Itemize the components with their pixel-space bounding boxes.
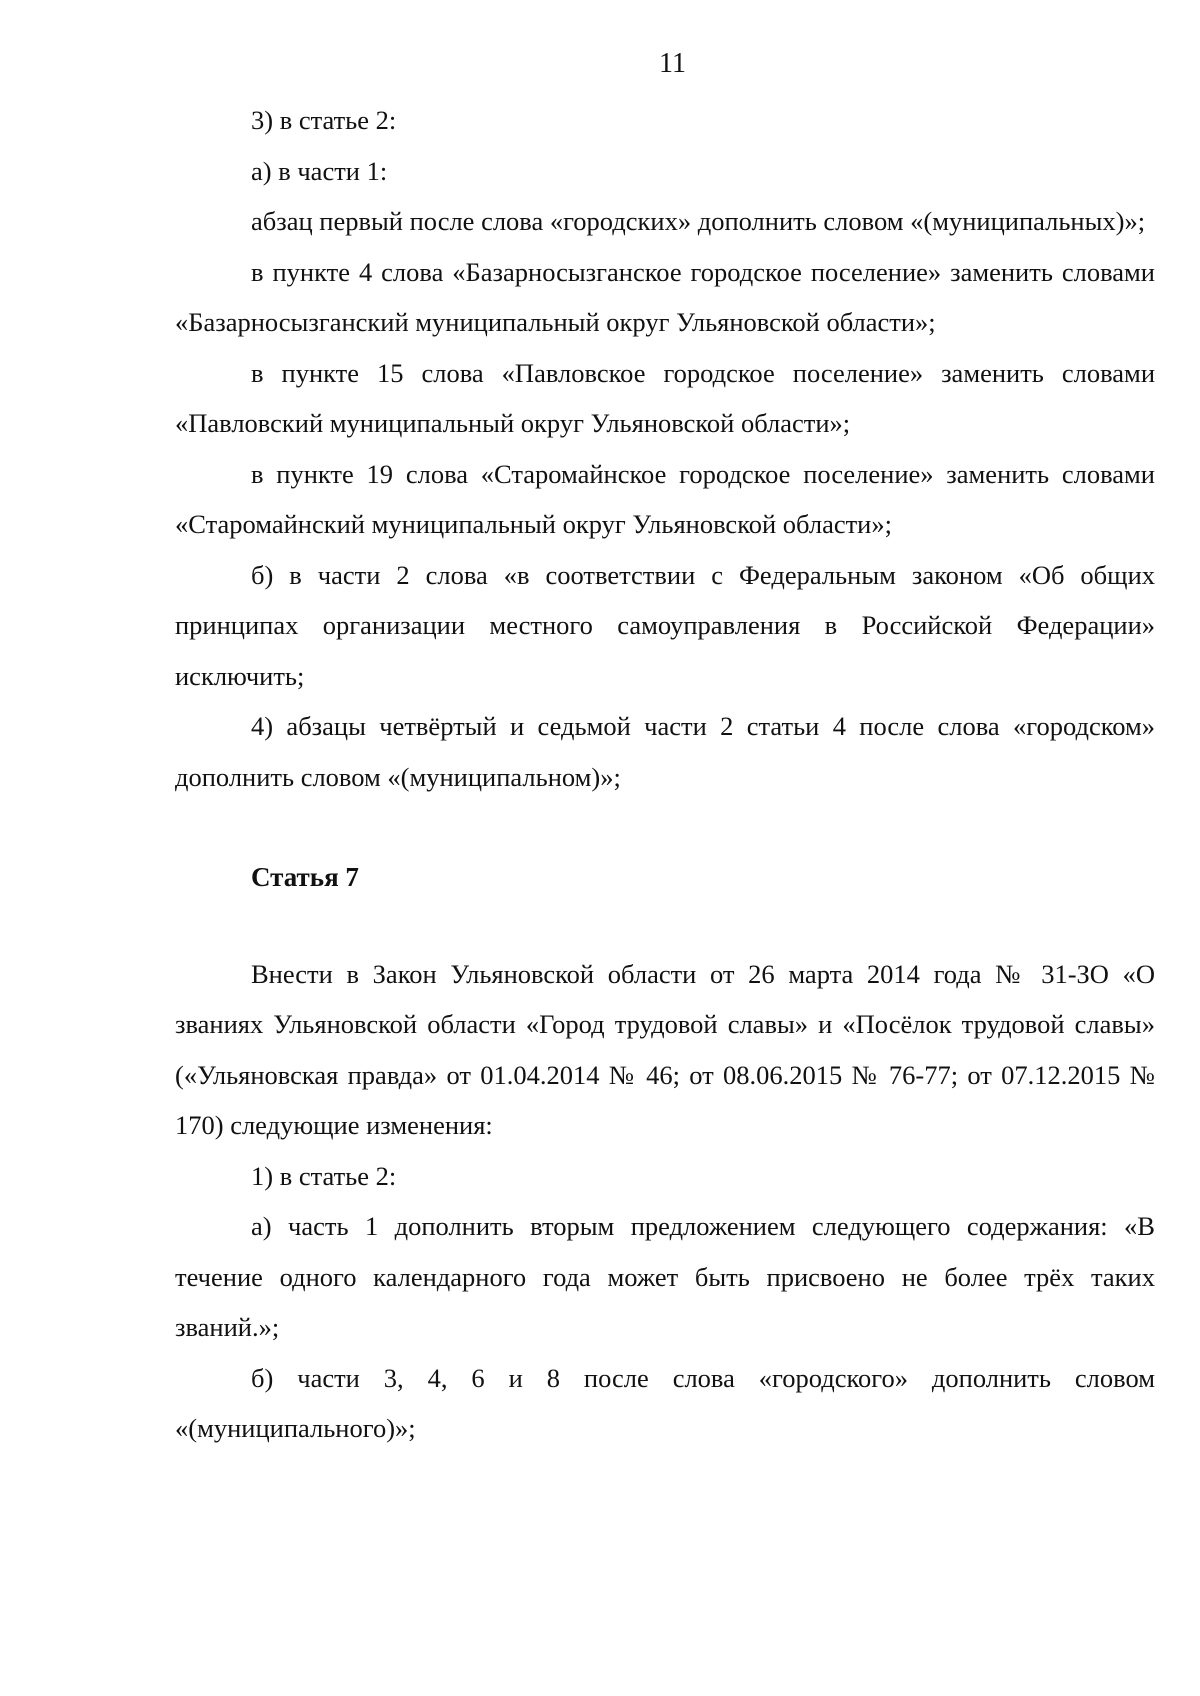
- article-heading: Статья 7: [251, 862, 359, 892]
- spacer: [175, 903, 1155, 949]
- spacer: [175, 802, 1155, 852]
- paragraph: 1) в статье 2:: [251, 1160, 397, 1191]
- paragraph: Внести в Закон Ульяновской области от 26 марта 2014 года № 31-ЗО «О званиях Ульяновской области «Город трудовой славы» и «Посёлок трудовой славы» («Ульяновская правда» от 01.04.2014 № 46; от 08.06.2015 № 76-77; от 07.12.2015 № 170) следующие изменения:: [175, 958, 1155, 1140]
- paragraph: б) части 3, 4, 6 и 8 после слова «городского» дополнить словом «(муниципального)»;: [175, 1362, 1155, 1443]
- paragraph: абзац первый после слова «городских» дополнить словом «(муниципальных)»;: [251, 206, 1146, 236]
- paragraph: а) часть 1 дополнить вторым предложением следующего содержания: «В течение одного календарного года может быть присвоено не более трёх таких званий.»;: [175, 1211, 1155, 1342]
- paragraph: б) в части 2 слова «в соответствии с Федеральным законом «Об общих принципах организации местного самоуправления в Российской Федерации» исключить;: [175, 559, 1155, 691]
- paragraph: в пункте 4 слова «Базарносызганское городское поселение» заменить словами «Базарносызганский муниципальный округ Ульяновской области»;: [175, 256, 1155, 337]
- paragraph: 3) в статье 2:: [251, 105, 397, 135]
- paragraph: а) в части 1:: [251, 155, 388, 186]
- paragraph: в пункте 19 слова «Старомайнское городское поселение» заменить словами «Старомайнский муниципальный округ Ульяновской области»;: [175, 458, 1155, 539]
- paragraph: 4) абзацы четвёртый и седьмой части 2 статьи 4 после слова «городском» дополнить словом «(муниципальном)»;: [175, 711, 1155, 792]
- paragraph: в пункте 15 слова «Павловское городское поселение» заменить словами «Павловский муниципальный округ Ульяновской области»;: [175, 357, 1155, 438]
- document-body: [175, 95, 1155, 1454]
- page-number: 11: [659, 48, 686, 79]
